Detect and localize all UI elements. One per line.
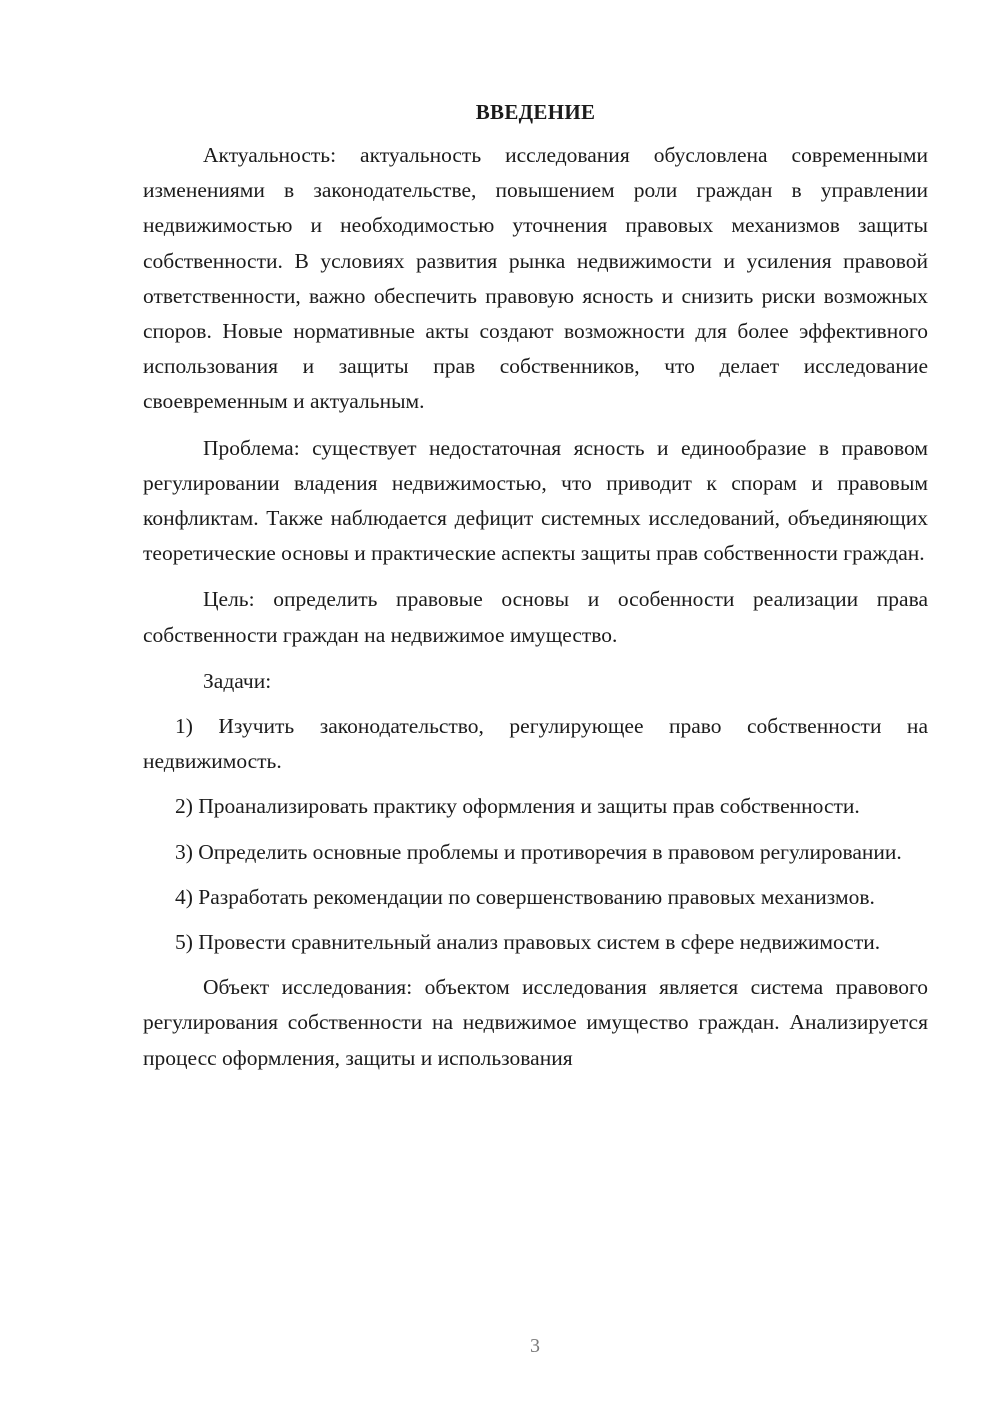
page-number: 3	[530, 1335, 540, 1357]
problem-paragraph: Проблема: существует недостаточная ясность и единообразие в правовом регулировании владения недвижимостью, что приводит к спорам и правовым конфликтам. Также наблюдается дефицит системных исследований, объединяющих теоретические основы и практические аспекты защиты прав собственности граждан.	[143, 435, 928, 566]
object-paragraph: Объект исследования: объектом исследования является система правового регулирования собственности на недвижимое имущество граждан. Анализируется процесс оформления, защиты и использования	[143, 975, 928, 1070]
task-item-2: 2) Проанализировать практику оформления и защиты прав собственности.	[175, 794, 860, 819]
goal-paragraph: Цель: определить правовые основы и особенности реализации права собственности граждан на недвижимое имущество.	[143, 587, 928, 647]
task-item-4: 4) Разработать рекомендации по совершенствованию правовых механизмов.	[175, 884, 875, 909]
task-item-3: 3) Определить основные проблемы и противоречия в правовом регулировании.	[175, 839, 902, 864]
task-item-5: 5) Провести сравнительный анализ правовых систем в сфере недвижимости.	[175, 930, 881, 955]
page-content	[143, 97, 928, 1076]
task-item-1: 1) Изучить законодательство, регулирующее право собственности на недвижимость.	[143, 714, 928, 774]
tasks-heading: Задачи:	[203, 668, 272, 693]
section-title: ВВЕДЕНИЕ	[475, 100, 596, 124]
relevance-paragraph: Актуальность: актуальность исследования обусловлена современными изменениями в законодательстве, повышением роли граждан в управлении недвижимостью и необходимостью уточнения правовых механизмов защиты собственности. В условиях развития рынка недвижимости и усиления правовой ответственности, важно обеспечить правовую ясность и снизить риски возможных споров. Новые нормативные акты создают возможности для более эффективного использования и защиты прав собственников, что делает исследование своевременным и актуальным.	[143, 143, 928, 414]
